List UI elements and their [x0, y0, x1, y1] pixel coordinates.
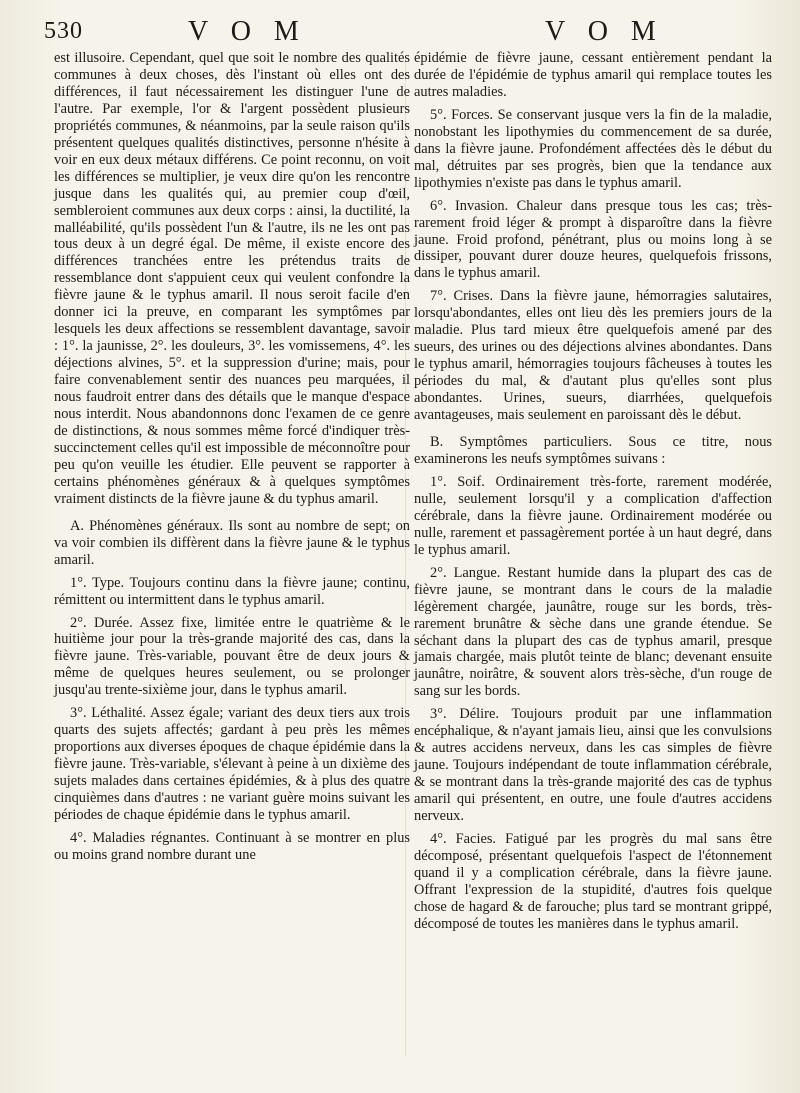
- left-column: [54, 50, 410, 864]
- paragraph: 5°. Forces. Se conservant jusque vers la fin de la maladie, nonobstant les lipothymies du commencement de sa durée, dans la fièvre jaune. Profondément affectées dès le début du mal, détruites par ses progrès, bien que la tendance aux lipothymies n'existe pas dans le typhus amaril.: [414, 106, 772, 191]
- page-header: [0, 14, 800, 48]
- paragraph: 3°. Léthalité. Assez égale; variant des deux tiers aux trois quarts des sujets affectés; gardant à peu près les mêmes proportions aux diverses époques de chaque épidémie dans la fièvre jaune. Très-variable, s'élevant à peine à un dixième des sujets malades dans certaines épidémies, & à plus des quatre cinquièmes dans d'autres : ne variant guère moins suivant les périodes de chaque épidémie dans le typhus amaril.: [54, 705, 410, 823]
- paragraph: 7°. Crises. Dans la fièvre jaune, hémorragies salutaires, lorsqu'abondantes, elles ont lieu dès les premiers jours de la maladie. Plus tard mieux être quelquefois amené par des sueurs, des urines ou des déjections alvines abondantes. Dans le typhus amaril, hémorragies toujours fâcheuses à toutes les périodes du mal, & d'autant plus qu'elles sont plus abondantes. Urines, sueurs, diarrhées, quelquefois avantageuses, mais seulement en paroissant dès le début.: [414, 288, 772, 424]
- paragraph: 1°. Soif. Ordinairement très-forte, rarement modérée, nulle, seulement lorsqu'il y a complication d'affection cérébrale, dans la fièvre jaune. Ordinairement modérée ou nulle, rarement et passagèrement portée à un haut degré, dans le typhus amaril.: [414, 473, 772, 558]
- running-head-right: V O M: [545, 16, 664, 47]
- page-number: 530: [44, 18, 83, 44]
- paragraph: A. Phénomènes généraux. Ils sont au nombre de sept; on va voir combien ils diffèrent dans la fièvre jaune & le typhus amaril.: [54, 517, 410, 568]
- paragraph: 2°. Langue. Restant humide dans la plupart des cas de fièvre jaune, se montrant dans le cours de la maladie légèrement chargée, jaunâtre, rouge sur les bords, très-rarement brunâtre & sèche dans une grande étendue. Se séchant dans la plupart des cas de typhus amaril, presque jamais chargée, mais plutôt teinte de blanc; devenant ensuite jaunâtre, noirâtre, & souvent alors très-sèche, d'un rouge de sang sur les bords.: [414, 564, 772, 700]
- paragraph: 4°. Facies. Fatigué par les progrès du mal sans être décomposé, présentant quelquefois l'aspect de l'étonnement quand il y a complication cérébrale, dans la fièvre jaune. Offrant l'expression de la stupidité, d'autres fois quelque chose de hagard & de farouche; plus tard se montrant grippé, décomposé de toutes les manières dans le typhus amaril.: [414, 830, 772, 932]
- paragraph: B. Symptômes particuliers. Sous ce titre, nous examinerons les neufs symptômes suivans :: [414, 434, 772, 467]
- running-head-left: V O M: [188, 16, 307, 47]
- paragraph: 2°. Durée. Assez fixe, limitée entre le quatrième & le huitième jour pour la très-grande majorité des cas, dans la fièvre jaune. Très-variable, pouvant être de deux jours & même de quelques heures seulement, ou se prolonger jusqu'au trente-sixième jour, dans le typhus amaril.: [54, 614, 410, 699]
- paragraph: 6°. Invasion. Chaleur dans presque tous les cas; très-rarement froid léger & prompt à disparoître dans la fièvre jaune. Froid profond, pénétrant, plus ou moins long à se dissiper, pouvant durer douze heures, quelquefois frissons, dans le typhus amaril.: [414, 197, 772, 282]
- paragraph: est illusoire. Cependant, quel que soit le nombre des qualités communes à deux choses, dès l'instant où elles ont des différences, il faut nécessairement les distinguer l'une de l'autre. Par exemple, l'or & l'argent possèdent plusieurs propriétés communes, & néanmoins, par la seule raison qu'ils présentent quelques qualités distinctives, personne n'hésite à voir en eux deux métaux différens. Ce point reconnu, on voit les différences se multiplier, je veux dire qu'on les rencontre jusque dans les qualités qui, au premier coup d'œil, sembleroient communes aux deux corps : ainsi, la ductilité, la malléabilité, qu'ils possèdent l'un & l'autre, ils ne les ont pas tous deux à un degré égal. De même, il existe encore des différences tranchées entre les prétendus traits de ressemblance dont s'appuient ceux qui veulent confondre la fièvre jaune & le typhus amaril. Il nous seroit facile d'en donner ici la preuve, en comparant les symptômes par lesquels les deux affections se ressemblent davantage, savoir : 1°. la jaunisse, 2°. les douleurs, 3°. les vomissemens, 4°. les déjections alvines, 5°. et la suppression d'urine; mais, pour faire convenablement sentir des nuances peu marquées, il nous faudroit entrer dans des détails que le manque d'espace nous interdit. Nous abandonnons donc l'examen de ce genre de distinctions, & nous sommes même forcé d'indiquer très-succinctement celles qu'il est impossible de méconnoître pour peu qu'on veuille les étudier. Elle peuvent se rapporter à certains phénomènes généraux & à quelques symptômes vraiment distincts de la fièvre jaune & du typhus amaril.: [54, 50, 410, 507]
- paragraph: 4°. Maladies régnantes. Continuant à se montrer en plus ou moins grand nombre durant une: [54, 829, 410, 863]
- paragraph: 1°. Type. Toujours continu dans la fièvre jaune; continu, rémittent ou intermittent dans le typhus amaril.: [54, 574, 410, 608]
- paragraph: épidémie de fièvre jaune, cessant entièrement pendant la durée de l'épidémie de typhus amaril qui remplace toutes les autres maladies.: [414, 50, 772, 100]
- right-column: [414, 50, 772, 933]
- paragraph: 3°. Délire. Toujours produit par une inflammation encéphalique, & n'ayant jamais lieu, ainsi que les convulsions & autres accidens nerveux, dans les cas simples de fièvre jaune. Toujours indépendant de toute inflammation cérébrale, & se montrant dans la très-grande majorité des cas de typhus amaril qui présentent, en outre, une foule d'autres accidens nerveux.: [414, 706, 772, 825]
